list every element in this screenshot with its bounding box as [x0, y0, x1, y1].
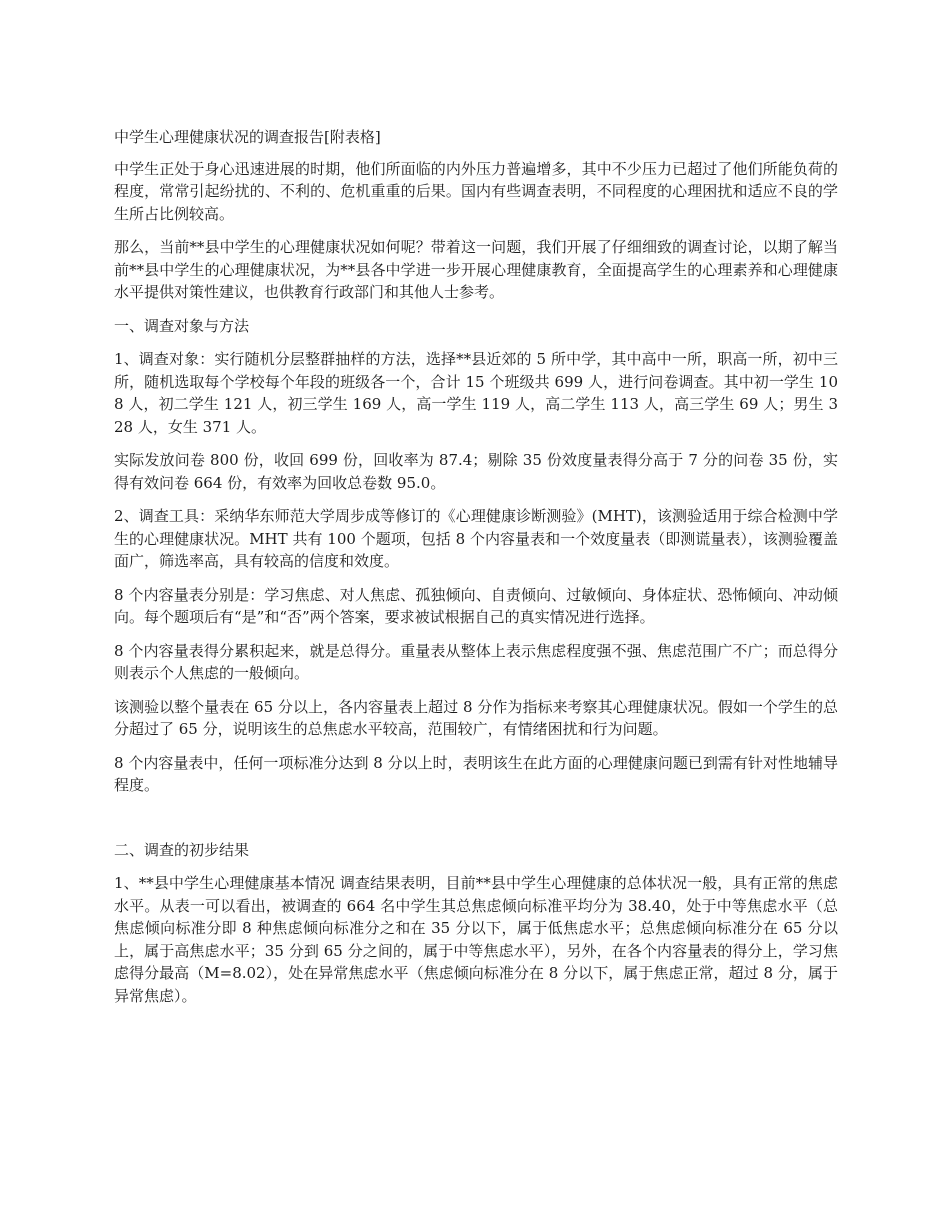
section-heading: 二、调查的初步结果 [114, 840, 250, 859]
body-paragraph: 2、调查工具：采纳华东师范大学周步成等修订的《心理健康诊断测验》(MHT)，该测验适用于综合检测中学生的心理健康状况。MHT 共有 100 个题项，包括 8 个内容量表和一个效度量表（即测谎量表），该测验覆盖面广，筛选率高，具有较高的信度和效度。 [114, 507, 838, 570]
body-paragraph: 8 个内容量表中，任何一项标准分达到 8 分以上时，表明该生在此方面的心理健康问题已到需有针对性地辅导程度。 [114, 753, 838, 794]
intro-paragraph: 中学生正处于身心迅速进展的时期，他们所面临的内外压力普遍增多，其中不少压力已超过了他们所能负荷的程度，常常引起纷扰的、不利的、危机重重的后果。国内有些调查表明，不同程度的心理困扰和适应不良的学生所占比例较高。 [114, 159, 838, 223]
body-paragraph: 8 个内容量表得分累积起来，就是总得分。重量表从整体上表示焦虑程度强不强、焦虑范围广不广；而总得分则表示个人焦虑的一般倾向。 [114, 641, 838, 682]
intro-paragraph: 那么，当前**县中学生的心理健康状况如何呢？带着这一问题，我们开展了仔细细致的调查讨论，以期了解当前**县中学生的心理健康状况，为**县各中学进一步开展心理健康教育，全面提高学生的心理素养和心理健康水平提供对策性建议，也供教育行政部门和其他人士参考。 [114, 238, 838, 301]
body-paragraph: 实际发放问卷 800 份，收回 699 份，回收率为 87.4；剔除 35 份效度量表得分高于 7 分的问卷 35 份，实得有效问卷 664 份，有效率为回收总卷数 95.0。 [114, 451, 838, 492]
document-title: 中学生心理健康状况的调查报告[附表格] [114, 128, 381, 146]
body-paragraph: 该测验以整个量表在 65 分以上，各内容量表上超过 8 分作为指标来考察其心理健康状况。假如一个学生的总分超过了 65 分，说明该生的总焦虑水平较高，范围较广，有情绪困扰和行为问题。 [114, 697, 838, 738]
body-paragraph: 1、调查对象：实行随机分层整群抽样的方法，选择**县近郊的 5 所中学，其中高中一所，职高一所，初中三所，随机选取每个学校每个年段的班级各一个，合计 15 个班级共 699 人，进行问卷调查。其中初一学生 108 人，初二学生 121 人，初三学生 169 人，高一学生 119 人，高二学生 113 人，高三学生 69 人；男生 328 人，女生 371 人。 [114, 350, 838, 436]
document-page [114, 126, 838, 1018]
body-paragraph: 1、**县中学生心理健康基本情况 调查结果表明，目前**县中学生心理健康的总体状况一般，具有正常的焦虑水平。从表一可以看出，被调查的 664 名中学生其总焦虑倾向标准平均分为 38.40，处于中等焦虑水平（总焦虑倾向标准分即 8 种焦虑倾向标准分之和在 35 分以下，属于低焦虑水平；总焦虑倾向标准分在 65 分以上，属于高焦虑水平；35 分到 65 分之间的，属于中等焦虑水平），另外，在各个内容量表的得分上，学习焦虑得分最高（M=8.02），处在异常焦虑水平（焦虑倾向标准分在 8 分以下，属于焦虑正常，超过 8 分，属于异常焦虑）。 [114, 874, 838, 1005]
section-heading: 一、调查对象与方法 [114, 316, 250, 335]
section-spacer [114, 808, 838, 839]
body-paragraph: 8 个内容量表分别是：学习焦虑、对人焦虑、孤独倾向、自责倾向、过敏倾向、身体症状、恐怖倾向、冲动倾向。每个题项后有“是”和“否”两个答案，要求被试根据自己的真实情况进行选择。 [114, 585, 838, 626]
